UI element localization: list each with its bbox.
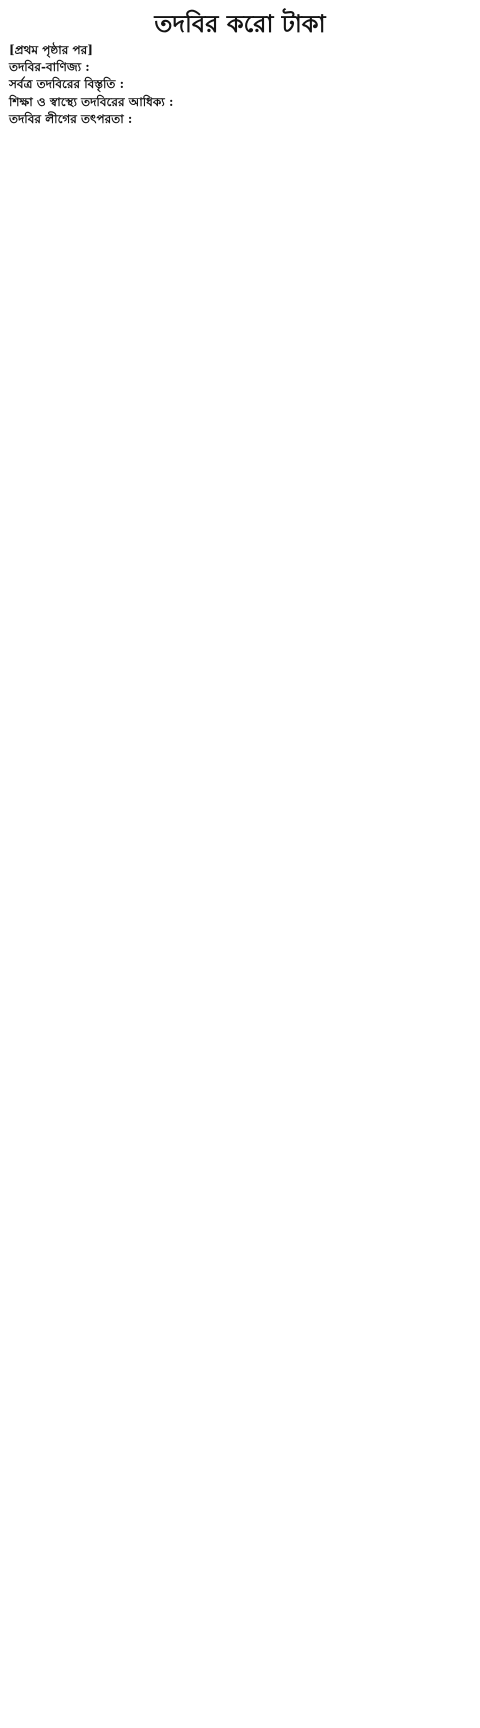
paragraph-trade	[9, 59, 471, 76]
section-heading-trade: তদবির-বাণিজ্য :	[9, 60, 90, 75]
article-headline: তদবির করো টাকা	[154, 10, 326, 38]
paragraph-intro	[9, 42, 471, 59]
section-heading-league: তদবির লীগের তৎপরতা :	[9, 111, 133, 126]
section-heading-spread: সর্বত্র তদবিরের বিস্তৃতি :	[9, 77, 125, 92]
paragraph-league	[9, 111, 471, 128]
paragraph-education-health	[9, 94, 471, 111]
continued-from-marker: [প্রথম পৃষ্ঠার পর]	[9, 43, 93, 57]
paragraph-spread	[9, 76, 471, 93]
article-body	[9, 42, 471, 128]
section-heading-education-health: শিক্ষা ও স্বাস্থ্যে তদবিরের আধিক্য :	[9, 94, 174, 109]
